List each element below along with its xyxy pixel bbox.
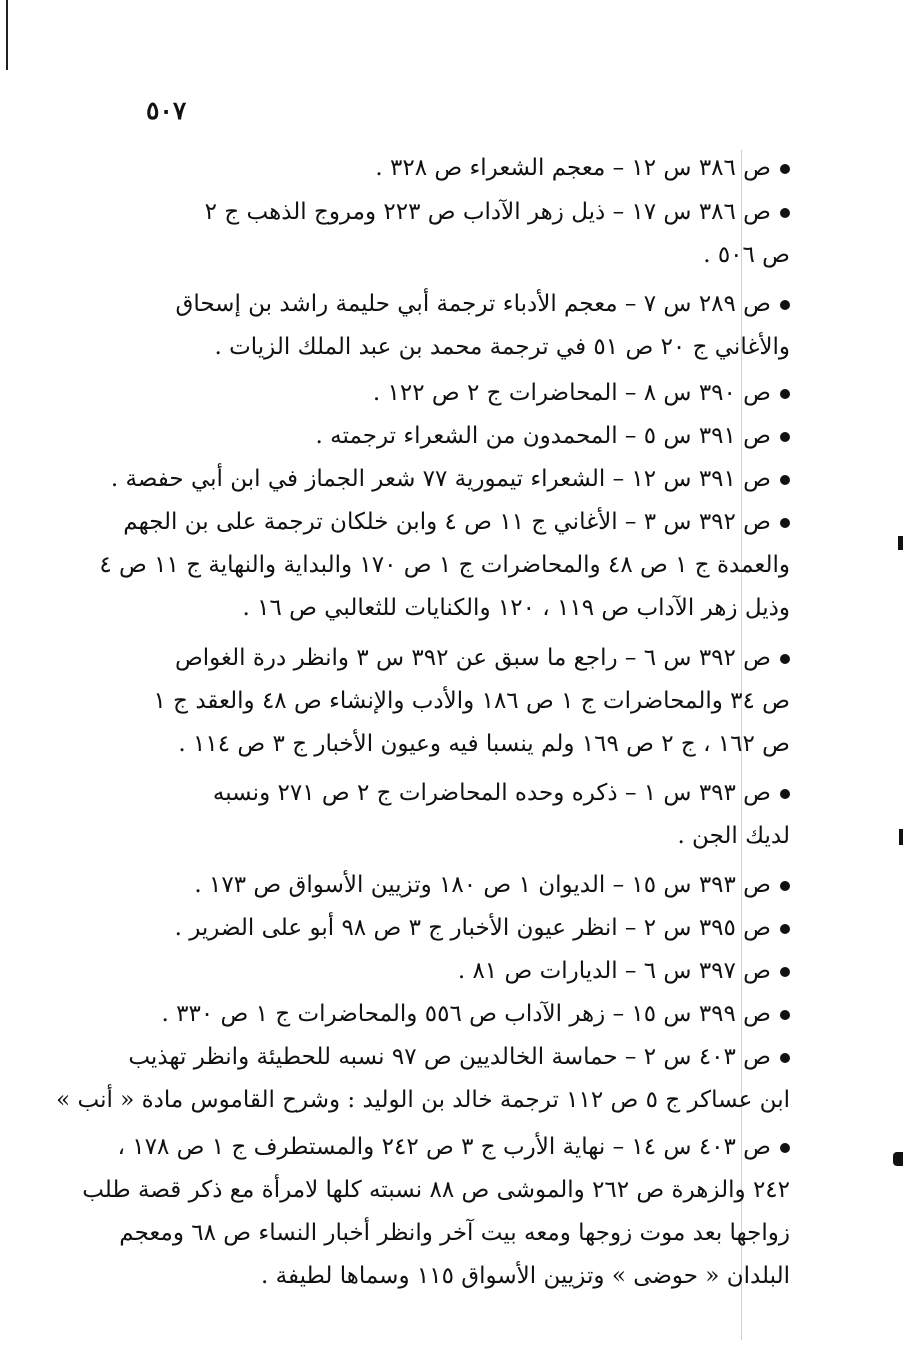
entry-line: ص ٣٩٧ س ٦ – الديارات ص ٨١ . — [146, 950, 790, 993]
entry-line: ص ٣٤ والمحاضرات ج ١ ص ١٨٦ والأدب والإنشاء ص ٤٨ والعقد ج ١ — [153, 688, 790, 714]
bullet-icon — [780, 432, 790, 442]
entry-line: ص ٣٩٣ س ١٥ – الديوان ١ ص ١٨٠ وتزيين الأسواق ص ١٧٣ . — [146, 864, 790, 907]
entry-line: ص ٣٩٩ س ١٥ – زهر الآداب ص ٥٥٦ والمحاضرات ج ١ ص ٣٣٠ . — [146, 993, 790, 1036]
bullet-icon — [780, 789, 790, 799]
bullet-icon — [780, 654, 790, 664]
entry-line: والعمدة ج ١ ص ٤٨ والمحاضرات ج ١ ص ١٧٠ والبداية والنهاية ج ١١ ص ٤ — [99, 552, 790, 578]
entry-line: ٢٤٢ والزهرة ص ٢٦٢ والموشى ص ٨٨ نسبته كلها لامرأة مع ذكر قصة طلب — [82, 1177, 790, 1203]
entry-line: ص ٣٩١ س ٥ – المحمدون من الشعراء ترجمته . — [146, 415, 790, 458]
entry-line: ص ٣٩١ س ١٢ – الشعراء تيمورية ٧٧ شعر الجماز في ابن أبي حفصة . — [146, 458, 790, 501]
entry-line: البلدان « حوضى » وتزيين الأسواق ١١٥ وسماها لطيفة . — [261, 1263, 790, 1289]
bullet-icon — [780, 389, 790, 399]
scan-edge-mark — [899, 829, 903, 845]
bullet-icon — [780, 300, 790, 310]
entry-line: ص ٥٠٦ . — [703, 242, 790, 268]
footnote-entry — [146, 907, 790, 950]
bullet-icon — [780, 924, 790, 934]
bullet-icon — [780, 475, 790, 485]
bullet-icon — [780, 881, 790, 891]
footnote-entry — [146, 993, 790, 1036]
scan-edge-mark — [893, 1152, 903, 1166]
entry-line: والأغاني ج ٢٠ ص ٥١ في ترجمة محمد بن عبد الملك الزيات . — [214, 334, 790, 360]
footnote-entry — [146, 372, 790, 415]
bullet-icon — [780, 967, 790, 977]
footnote-entry — [110, 458, 790, 501]
entry-line: ابن عساكر ج ٥ ص ١١٢ ترجمة خالد بن الوليد : وشرح القاموس مادة « أنب » — [56, 1087, 790, 1113]
entry-line: ص ٢٨٩ س ٧ – معجم الأدباء ترجمة أبي حليمة راشد بن إسحاق — [146, 283, 790, 326]
entry-line: ص ٣٩٢ س ٣ – الأغاني ج ١١ ص ٤ وابن خلكان ترجمة على بن الجهم — [146, 501, 790, 544]
footnote-entry — [56, 1036, 790, 1122]
entry-line: لديك الجن . — [677, 823, 790, 849]
footnote-entry — [146, 864, 790, 907]
scan-edge-mark — [898, 536, 903, 550]
bullet-icon — [780, 518, 790, 528]
footnote-entry — [146, 147, 790, 190]
bullet-icon — [780, 1053, 790, 1063]
entry-line: ص ٣٨٦ س ١٢ – معجم الشعراء ص ٣٢٨ . — [146, 147, 790, 190]
entry-line: زواجها بعد موت زوجها ومعه بيت آخر وانظر أخبار النساء ص ٦٨ ومعجم — [119, 1220, 790, 1246]
entry-line: ص ٤٠٣ س ١٤ – نهاية الأرب ج ٣ ص ٢٤٢ والمستطرف ج ١ ص ١٧٨ ، — [146, 1126, 790, 1169]
scan-edge-line — [6, 0, 8, 70]
footnote-entry — [146, 415, 790, 458]
page-number: ٥٠٧ — [146, 96, 187, 125]
bullet-icon — [780, 1010, 790, 1020]
footnote-entry — [146, 772, 790, 858]
footnote-entry — [146, 950, 790, 993]
bullet-icon — [780, 164, 790, 174]
entry-line: ص ٣٩٥ س ٢ – انظر عيون الأخبار ج ٣ ص ٩٨ أبو على الضرير . — [146, 907, 790, 950]
footnote-entry — [146, 283, 790, 369]
entry-line: ص ٣٨٦ س ١٧ – ذيل زهر الآداب ص ٢٢٣ ومروج الذهب ج ٢ — [146, 191, 790, 234]
entry-line: ص ٣٩٢ س ٦ – راجع ما سبق عن ٣٩٢ س ٣ وانظر درة الغواص — [146, 637, 790, 680]
footnote-entry — [146, 637, 790, 766]
bullet-icon — [780, 1143, 790, 1153]
entry-line: ص ١٦٢ ، ج ٢ ص ١٦٩ ولم ينسبا فيه وعيون الأخبار ج ٣ ص ١١٤ . — [178, 731, 790, 757]
footnote-entry — [146, 191, 790, 277]
entry-line: وذيل زهر الآداب ص ١١٩ ، ١٢٠ والكنايات للثعالبي ص ١٦ . — [242, 595, 790, 621]
footnote-entry — [82, 1126, 790, 1298]
entry-line: ص ٣٩٣ س ١ – ذكره وحده المحاضرات ج ٢ ص ٢٧١ ونسبه — [146, 772, 790, 815]
entry-line: ص ٤٠٣ س ٢ – حماسة الخالديين ص ٩٧ نسبه للحطيئة وانظر تهذيب — [146, 1036, 790, 1079]
bullet-icon — [780, 208, 790, 218]
footnote-entry — [99, 501, 790, 630]
entry-line: ص ٣٩٠ س ٨ – المحاضرات ج ٢ ص ١٢٢ . — [146, 372, 790, 415]
